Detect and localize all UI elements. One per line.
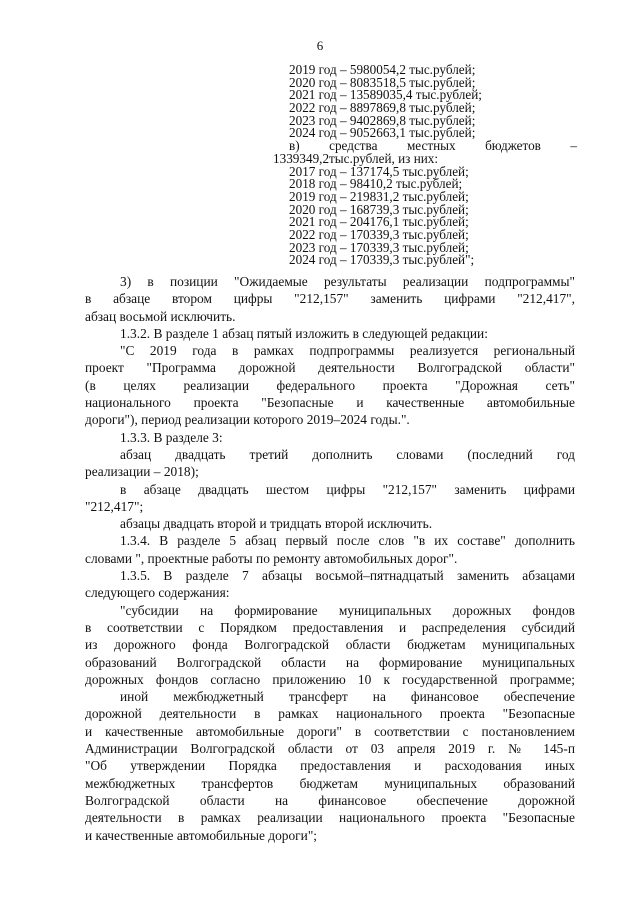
paragraph: в абзаце двадцать шестом цифры "212,157" заменить цифрами "212,417";: [85, 481, 575, 514]
paragraph: 1.3.2. В разделе 1 абзац пятый изложить в следующей редакции:: [120, 325, 488, 341]
paragraph: "субсидии на формирование муниципальных дорожных фондов в соответствии с Порядком предоставления и распределения субсидий из дорожного фонда Волгоградской области бюджетам муниципальных образований Волгоградской области на формирование муниципальных дорожных фондов согласно приложению 10 к государственной программе;: [85, 602, 575, 687]
regional-year-line: 2021 год – 13589035,4 тыс.рублей;: [289, 87, 482, 103]
local-year-line: 2022 год – 170339,3 тыс.рублей;: [289, 226, 469, 242]
local-year-line: 2023 год – 170339,3 тыс.рублей;: [289, 239, 469, 255]
regional-year-line: 2022 год – 8897869,8 тыс.рублей;: [289, 100, 476, 116]
paragraph: 3) в позиции "Ожидаемые результаты реализации подпрограммы" в абзаце втором цифры "212,157" заменить цифрами "212,417", абзац восьмой исключить.: [85, 274, 575, 324]
local-budget-total: 1339349,2тыс.рублей, из них:: [273, 150, 439, 166]
local-year-line: 2017 год – 137174,5 тыс.рублей;: [289, 163, 469, 179]
local-year-line: 2024 год – 170339,3 тыс.рублей";: [289, 252, 475, 268]
paragraph: иной межбюджетный трансферт на финансовое обеспечение дорожной деятельности в рамках национального проекта "Безопасные и качественные автомобильные дороги" в соответствии с постановлением Администрации Волгоградской области от 03 апреля 2019 г. № 145-п "Об утверждении Порядка предоставления и расходования иных межбюджетных трансфертов бюджетам муниципальных образований Волгоградской области на финансовое обеспечение дорожной деятельности в рамках реализации национального проекта "Безопасные и качественные автомобильные дороги";: [85, 689, 575, 843]
paragraph: 1.3.4. В разделе 5 абзац первый после слов "в их составе" дополнить словами ", проектные работы по ремонту автомобильных дорог".: [85, 533, 575, 566]
regional-year-line: 2020 год – 8083518,5 тыс.рублей;: [289, 74, 476, 90]
local-year-line: 2018 год – 98410,2 тыс.рублей;: [289, 176, 463, 192]
paragraph: абзацы двадцать второй и тридцать второй исключить.: [120, 516, 433, 532]
local-budget-heading: в) средства местных бюджетов –: [289, 138, 577, 154]
document-body: [85, 273, 575, 844]
paragraph: 1.3.5. В разделе 7 абзацы восьмой–пятнадцатый заменить абзацами следующего содержания:: [85, 568, 575, 601]
regional-year-line: 2019 год – 5980054,2 тыс.рублей;: [289, 62, 476, 77]
funding-years-block: [0, 64, 640, 267]
paragraph: 1.3.3. В разделе 3:: [120, 429, 223, 445]
local-year-line: 2019 год – 219831,2 тыс.рублей;: [289, 188, 469, 204]
local-year-line: 2020 год – 168739,3 тыс.рублей;: [289, 201, 469, 217]
page-number: 6: [316, 38, 324, 53]
paragraph: абзац двадцать третий дополнить словами (последний год реализации – 2018);: [85, 446, 575, 480]
regional-year-line: 2024 год – 9052663,1 тыс.рублей;: [289, 125, 476, 141]
local-year-line: 2021 год – 204176,1 тыс.рублей;: [289, 214, 469, 230]
regional-year-line: 2023 год – 9402869,8 тыс.рублей;: [289, 112, 476, 128]
paragraph: "С 2019 года в рамках подпрограммы реализуется региональный проект "Программа дорожной деятельности Волгоградской области" (в целях реализации федерального проекта "Дорожная сеть" национального проекта "Безопасные и качественные автомобильные дороги"), период реализации которого 2019–2024 годы.".: [85, 343, 575, 428]
